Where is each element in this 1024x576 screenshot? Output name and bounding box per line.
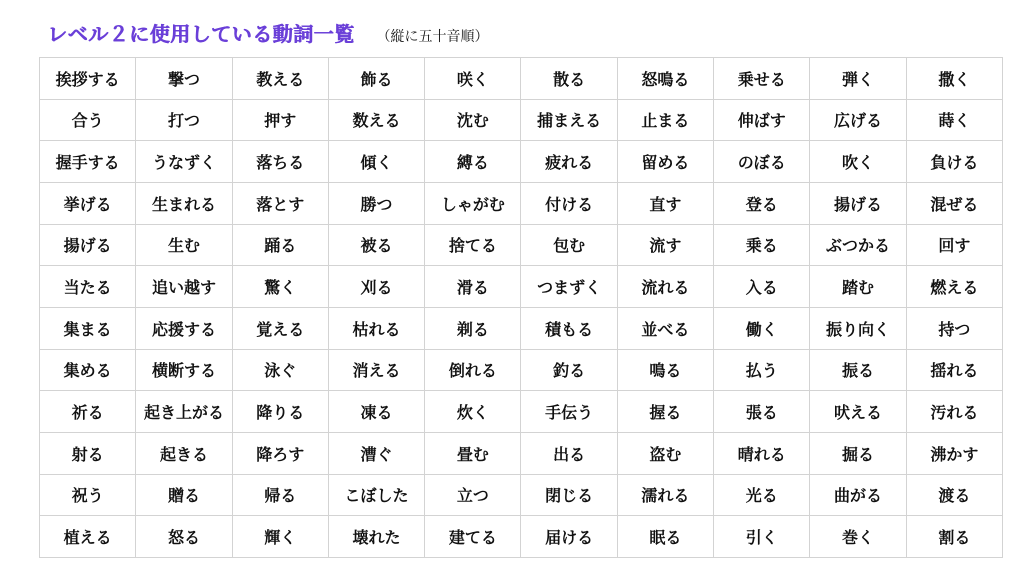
verb-cell: 挙げる [40, 182, 136, 224]
verb-table-body [40, 58, 1003, 558]
verb-cell: 弾く [810, 58, 906, 100]
verb-cell: 沸かす [906, 432, 1002, 474]
verb-cell: 被る [328, 224, 424, 266]
verb-cell: 消える [328, 349, 424, 391]
page-subtitle: （縦に五十音順） [376, 29, 489, 45]
table-row [40, 266, 1003, 308]
verb-cell: 巻く [810, 516, 906, 558]
verb-cell: 払う [714, 349, 810, 391]
verb-cell: 伸ばす [714, 99, 810, 141]
verb-cell: 負ける [906, 141, 1002, 183]
verb-cell: 直す [617, 182, 713, 224]
verb-cell: 挨拶する [40, 58, 136, 100]
verb-cell: 届ける [521, 516, 617, 558]
verb-cell: 応援する [136, 307, 232, 349]
verb-cell: のぼる [714, 141, 810, 183]
verb-cell: 降ろす [232, 432, 328, 474]
verb-cell: 吹く [810, 141, 906, 183]
verb-cell: 積もる [521, 307, 617, 349]
verb-cell: 乗る [714, 224, 810, 266]
verb-cell: 植える [40, 516, 136, 558]
verb-cell: 揚げる [810, 182, 906, 224]
verb-cell: 飾る [328, 58, 424, 100]
verb-cell: 捨てる [425, 224, 521, 266]
table-row [40, 99, 1003, 141]
verb-cell: 滑る [425, 266, 521, 308]
verb-cell: 釣る [521, 349, 617, 391]
table-row [40, 474, 1003, 516]
verb-cell: しゃがむ [425, 182, 521, 224]
verb-cell: 濡れる [617, 474, 713, 516]
verb-cell: 乗せる [714, 58, 810, 100]
verb-cell: 縛る [425, 141, 521, 183]
table-row [40, 141, 1003, 183]
verb-cell: 炊く [425, 391, 521, 433]
verb-cell: 捕まえる [521, 99, 617, 141]
verb-cell: 驚く [232, 266, 328, 308]
verb-cell: 振る [810, 349, 906, 391]
verb-cell: 撃つ [136, 58, 232, 100]
verb-cell: 咲く [425, 58, 521, 100]
verb-cell: 倒れる [425, 349, 521, 391]
verb-cell: 働く [714, 307, 810, 349]
verb-cell: 鳴る [617, 349, 713, 391]
verb-cell: 光る [714, 474, 810, 516]
verb-cell: 留める [617, 141, 713, 183]
verb-cell: 疲れる [521, 141, 617, 183]
verb-cell: 包む [521, 224, 617, 266]
verb-cell: 打つ [136, 99, 232, 141]
verb-cell: 追い越す [136, 266, 232, 308]
verb-cell: 握る [617, 391, 713, 433]
verb-cell: 割る [906, 516, 1002, 558]
verb-cell: 起きる [136, 432, 232, 474]
verb-cell: 混ぜる [906, 182, 1002, 224]
verb-cell: 凍る [328, 391, 424, 433]
verb-cell: 降りる [232, 391, 328, 433]
verb-cell: 落とす [232, 182, 328, 224]
verb-cell: 張る [714, 391, 810, 433]
verb-cell: 握手する [40, 141, 136, 183]
verb-cell: 登る [714, 182, 810, 224]
verb-cell: 止まる [617, 99, 713, 141]
verb-cell: 帰る [232, 474, 328, 516]
verb-cell: 当たる [40, 266, 136, 308]
table-row [40, 432, 1003, 474]
verb-cell: 散る [521, 58, 617, 100]
verb-cell: 付ける [521, 182, 617, 224]
verb-cell: 眠る [617, 516, 713, 558]
verb-cell: 横断する [136, 349, 232, 391]
table-row [40, 349, 1003, 391]
verb-cell: 広げる [810, 99, 906, 141]
verb-cell: 立つ [425, 474, 521, 516]
verb-cell: 踏む [810, 266, 906, 308]
verb-cell: 贈る [136, 474, 232, 516]
verb-cell: 入る [714, 266, 810, 308]
page-title: レベル２に使用している動詞一覧 [47, 22, 355, 46]
verb-cell: 刈る [328, 266, 424, 308]
verb-cell: 振り向く [810, 307, 906, 349]
verb-cell: 漕ぐ [328, 432, 424, 474]
verb-cell: 集める [40, 349, 136, 391]
verb-cell: 手伝う [521, 391, 617, 433]
verb-cell: 撒く [906, 58, 1002, 100]
verb-cell: 祝う [40, 474, 136, 516]
verb-cell: 踊る [232, 224, 328, 266]
table-row [40, 516, 1003, 558]
verb-cell: 起き上がる [136, 391, 232, 433]
table-row [40, 307, 1003, 349]
verb-cell: 出る [521, 432, 617, 474]
verb-cell: 合う [40, 99, 136, 141]
verb-cell: 射る [40, 432, 136, 474]
verb-cell: 蒔く [906, 99, 1002, 141]
verb-cell: 並べる [617, 307, 713, 349]
verb-cell: 勝つ [328, 182, 424, 224]
verb-cell: こぼした [328, 474, 424, 516]
verb-cell: 渡る [906, 474, 1002, 516]
verb-cell: 建てる [425, 516, 521, 558]
verb-cell: 曲がる [810, 474, 906, 516]
verb-cell: 教える [232, 58, 328, 100]
verb-cell: 流す [617, 224, 713, 266]
verb-cell: 輝く [232, 516, 328, 558]
verb-cell: 壊れた [328, 516, 424, 558]
verb-cell: つまずく [521, 266, 617, 308]
verb-cell: ぶつかる [810, 224, 906, 266]
table-row [40, 391, 1003, 433]
verb-cell: 引く [714, 516, 810, 558]
verb-cell: 剃る [425, 307, 521, 349]
verb-cell: 枯れる [328, 307, 424, 349]
verb-cell: 燃える [906, 266, 1002, 308]
verb-cell: うなずく [136, 141, 232, 183]
verb-cell: 閉じる [521, 474, 617, 516]
verb-cell: 祈る [40, 391, 136, 433]
verb-cell: 掘る [810, 432, 906, 474]
verb-cell: 生む [136, 224, 232, 266]
verb-cell: 生まれる [136, 182, 232, 224]
verb-cell: 傾く [328, 141, 424, 183]
verb-cell: 吠える [810, 391, 906, 433]
verb-cell: 覚える [232, 307, 328, 349]
verb-cell: 怒る [136, 516, 232, 558]
verb-cell: 落ちる [232, 141, 328, 183]
verb-cell: 怒鳴る [617, 58, 713, 100]
verb-cell: 流れる [617, 266, 713, 308]
table-row [40, 224, 1003, 266]
verb-cell: 揺れる [906, 349, 1002, 391]
header [47, 18, 489, 47]
verb-cell: 押す [232, 99, 328, 141]
verb-cell: 揚げる [40, 224, 136, 266]
verb-cell: 数える [328, 99, 424, 141]
table-row [40, 58, 1003, 100]
verb-table [39, 57, 1003, 558]
verb-cell: 畳む [425, 432, 521, 474]
verb-cell: 盗む [617, 432, 713, 474]
verb-cell: 汚れる [906, 391, 1002, 433]
verb-cell: 持つ [906, 307, 1002, 349]
table-row [40, 182, 1003, 224]
verb-cell: 集まる [40, 307, 136, 349]
verb-cell: 回す [906, 224, 1002, 266]
verb-cell: 沈む [425, 99, 521, 141]
verb-cell: 泳ぐ [232, 349, 328, 391]
verb-cell: 晴れる [714, 432, 810, 474]
